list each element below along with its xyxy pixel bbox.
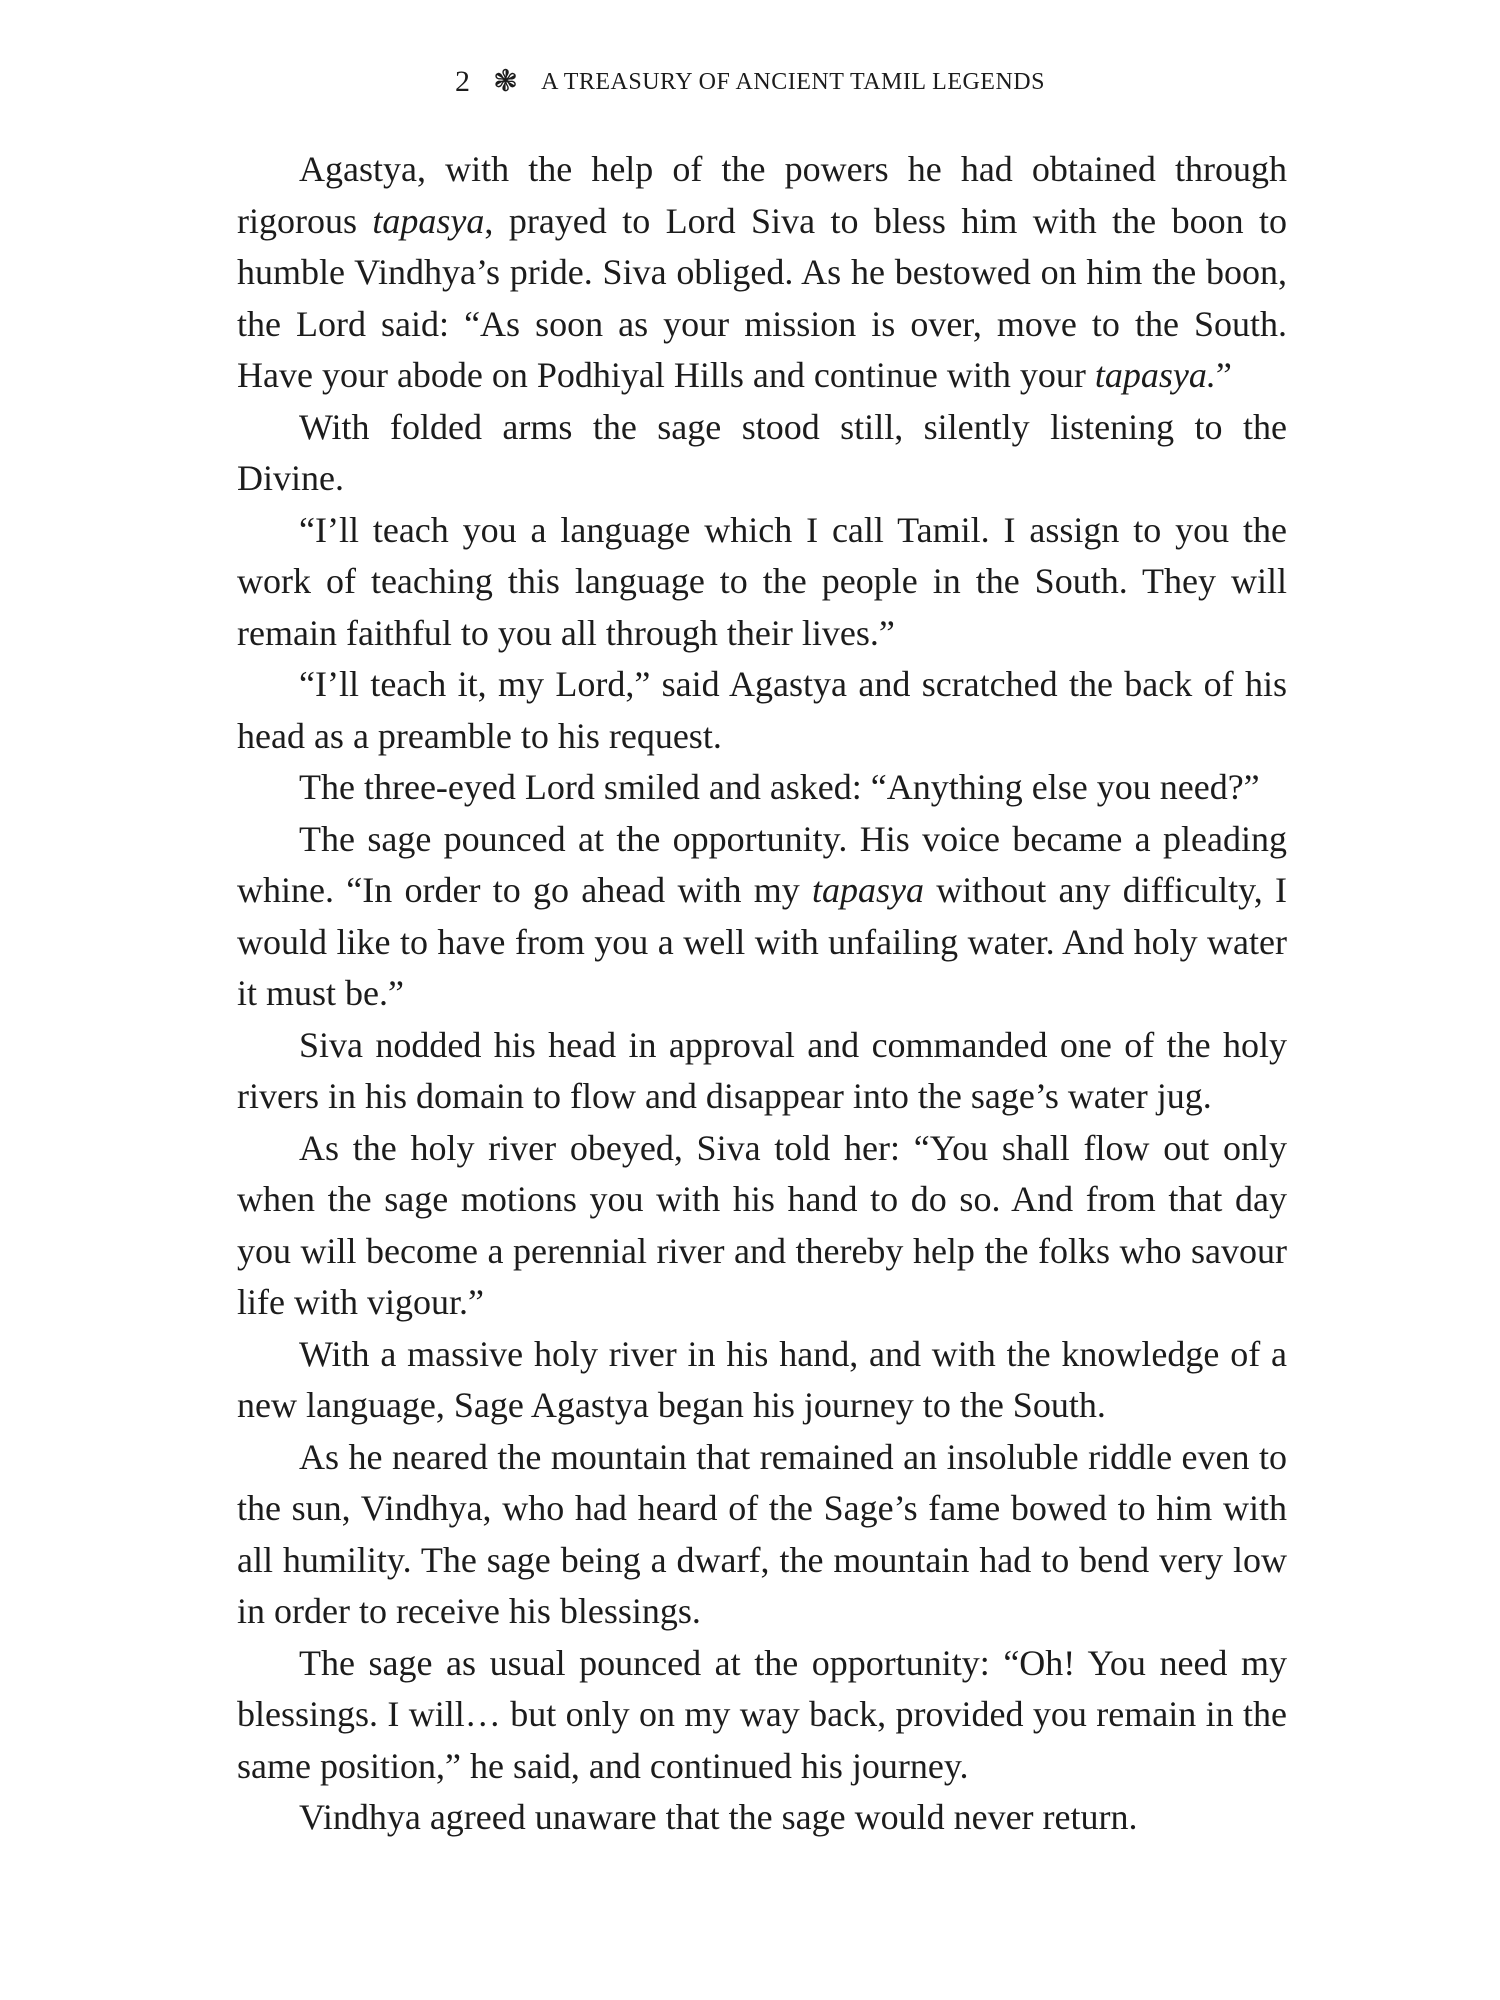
- paragraph-2: With folded arms the sage stood still, silently listening to the Divine.: [237, 406, 1287, 498]
- paragraph-1: [237, 144, 1287, 402]
- paragraph-9: With a massive holy river in his hand, and with the knowledge of a new language, Sage Agastya began his journey to the South.: [237, 1333, 1287, 1425]
- paragraph-10: As he neared the mountain that remained an insoluble riddle even to the sun, Vindhya, who had heard of the Sage’s fame bowed to him with all humility. The sage being a dwarf, the mountain had to bend very low in order to receive his blessings.: [237, 1436, 1287, 1631]
- paragraph-text: Agastya, with the help of the powers he had obtained through rigorous: [237, 149, 1287, 241]
- italic-term: tapasya: [811, 870, 924, 910]
- running-header: [0, 62, 1500, 102]
- italic-term: tapasya: [372, 200, 485, 241]
- paragraph-6: [237, 814, 1287, 1020]
- paragraph-7: Siva nodded his head in approval and commanded one of the holy rivers in his domain to flow and disappear into the sage’s water jug.: [237, 1024, 1287, 1116]
- paragraph-text: The sage pounced at the opportunity. His voice became a pleading whine. “In order to go ahead with my: [237, 818, 1287, 910]
- paragraph-4: “I’ll teach it, my Lord,” said Agastya and scratched the back of his head as a preamble to his request.: [237, 664, 1287, 756]
- paragraph-12: Vindhya agreed unaware that the sage would never return.: [299, 1797, 1138, 1837]
- paragraph-text: ”: [1215, 355, 1232, 395]
- italic-term: tapasya.: [1094, 355, 1216, 395]
- paragraph-5: The three-eyed Lord smiled and asked: “Anything else you need?”: [299, 767, 1260, 807]
- page-number: 2: [455, 65, 471, 98]
- paragraph-text: without any difficulty, I would like to have from you a well with unfailing water. And holy water it must be.”: [237, 870, 1287, 1013]
- paragraph-3: “I’ll teach you a language which I call Tamil. I assign to you the work of teaching this language to the people in the South. They will remain faithful to you all through their lives.”: [237, 509, 1287, 653]
- running-title: A TREASURY OF ANCIENT TAMIL LEGENDS: [541, 68, 1045, 95]
- body-text: [237, 144, 1287, 1844]
- paragraph-8: As the holy river obeyed, Siva told her: “You shall flow out only when the sage motions you with his hand to do so. And from that day you will become a perennial river and thereby help the folks who savour life with vigour.”: [237, 1127, 1287, 1322]
- paragraph-11: The sage as usual pounced at the opportunity: “Oh! You need my blessings. I will… but only on my way back, provided you remain in the same position,” he said, and continued his journey.: [237, 1642, 1287, 1786]
- paragraph-text: , prayed to Lord Siva to bless him with the boon to humble Vindhya’s pride. Siva obliged. As he bestowed on him the boon, the Lord said: “As soon as your mission is over, move to the South. Have your abode on Podhiyal Hills and continue with your: [237, 200, 1287, 395]
- flower-ornament-icon: ❃: [493, 65, 520, 98]
